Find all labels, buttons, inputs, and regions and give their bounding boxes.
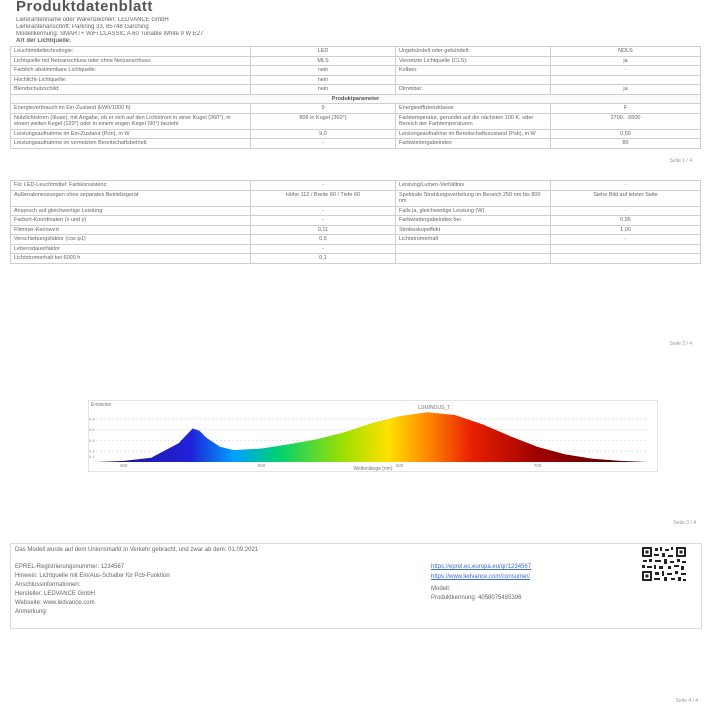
info-line: Anmerkung: <box>15 609 48 615</box>
table-cell <box>551 244 701 254</box>
table-cell: Dimmbar: <box>396 85 551 95</box>
table-cell <box>551 75 701 85</box>
y-tick-label: 0.1 <box>89 454 95 460</box>
table-cell: Vernetzte Lichtquelle (CLS): <box>396 56 551 66</box>
table-cell: Stroboskopeffekt <box>396 225 551 235</box>
table-row <box>11 47 701 57</box>
page-number: Seite 1 / 4 <box>669 158 692 164</box>
table-cell: Spektrale Strahlungsverteilung im Bereich 250 nm bis 800 nm <box>396 190 551 206</box>
table-cell: 0,1 <box>251 254 396 264</box>
table-cell: Kolben: <box>396 66 551 76</box>
y-tick-label: 0.2 <box>89 448 95 454</box>
table-cell: Siehe Bild auf letzter Seite <box>551 190 701 206</box>
table-cell: Farbtemperatur, gerundet auf die nächsten 100 K, oder Bereich der Farbtemperaturen <box>396 113 551 129</box>
table-cell: 806 in Kugel (360°) <box>251 113 396 129</box>
ledvance-link[interactable]: https://www.ledvance.com/consumer/ <box>431 574 531 580</box>
table-row <box>11 113 701 129</box>
table-cell: - <box>251 216 396 226</box>
table-cell: Leistung/Lumen-Verhältnis <box>396 181 551 191</box>
info-line: Hersteller: LEDVANCE GmbH <box>15 591 95 597</box>
table-cell: - <box>251 181 396 191</box>
y-axis-label: Emission <box>91 402 112 408</box>
meta-line: Lieferantenname oder Warenzeichen: LEDVANCE GmbH <box>16 17 169 23</box>
model-value: Produktkennung: 4058075485396 <box>431 595 522 601</box>
table-cell: F <box>551 104 701 114</box>
table-row <box>11 206 701 216</box>
table-cell: Falls ja, gleichwertige Leistung (W) <box>396 206 551 216</box>
table-cell: Farblich abstimmbare Lichtquelle: <box>11 66 251 76</box>
table-row <box>11 244 701 254</box>
table-cell: 0,5 <box>251 235 396 245</box>
table-cell: 80 <box>551 139 701 149</box>
table-row <box>11 181 701 191</box>
table-cell: Anspruch auf gleichwertige Leistung <box>11 206 251 216</box>
info-line: Anschlussinformationen: <box>15 582 81 588</box>
x-axis-label: Wellenlänge (nm) <box>353 466 393 472</box>
table-cell: Hochlicht-Lichtquelle: <box>11 75 251 85</box>
table-cell: Flimmer-Kennwert <box>11 225 251 235</box>
page-title: Produktdatenblatt <box>16 0 153 15</box>
table-cell: MLS <box>251 56 396 66</box>
page-number: Seite 3 / 4 <box>673 520 696 526</box>
model-label: Modell: <box>431 586 451 592</box>
section-heading: Produktparameter <box>11 94 701 104</box>
parameter-table <box>10 180 701 264</box>
table-cell: Lichtquelle mit Netzanschluss oder ohne Netzanschluss: <box>11 56 251 66</box>
table-row <box>11 129 701 139</box>
table-cell <box>396 75 551 85</box>
table-cell: - <box>251 244 396 254</box>
table-cell <box>396 254 551 264</box>
table-row <box>11 139 701 149</box>
light-source-table <box>10 46 701 149</box>
table-cell <box>396 244 551 254</box>
table-cell: Blendschutzschild: <box>11 85 251 95</box>
y-tick-label: 0.6 <box>89 427 95 433</box>
table-cell: nein <box>251 66 396 76</box>
table-cell: - <box>551 206 701 216</box>
table-cell: Energieeffizienzklasse <box>396 104 551 114</box>
table-cell: ja <box>551 85 701 95</box>
table-cell: 0,11 <box>251 225 396 235</box>
table-row <box>11 104 701 114</box>
info-line: EPREL-Registrierungsnummer: 1234567 <box>15 564 125 570</box>
page-1 <box>10 0 700 165</box>
table-cell: - <box>251 206 396 216</box>
page-number: Seite 4 / 4 <box>675 698 698 704</box>
table-cell: 1,00 <box>551 225 701 235</box>
table-cell: Leistungsaufnahme im Ein-Zustand (Pon), in W <box>11 129 251 139</box>
legend-label: LUMINOUS_T <box>418 405 451 411</box>
table-row <box>11 190 701 206</box>
table-cell: 9 <box>251 104 396 114</box>
x-tick-label: 400 <box>119 463 128 468</box>
table-row <box>11 216 701 226</box>
table-cell: LED <box>251 47 396 57</box>
y-tick-label: 0.8 <box>89 416 95 422</box>
table-cell: Lichtstromerhalt bei 6000 h <box>11 254 251 264</box>
section-row <box>11 94 701 104</box>
eprel-link[interactable]: https://eprel.ec.europa.eu/qr/1234567 <box>431 564 532 570</box>
table-cell: Leuchtmitteltechnologie: <box>11 47 251 57</box>
table-cell: - <box>551 66 701 76</box>
table-cell: NDLS <box>551 47 701 57</box>
x-tick-label: 700 <box>533 463 542 468</box>
table-row <box>11 75 701 85</box>
table-cell: Leistungsaufnahme im vernetzten Bereitschaftsbetrieb <box>11 139 251 149</box>
page-number: Seite 2 / 4 <box>669 341 692 347</box>
table-cell: Höhe 112 / Breite 60 / Tiefe 60 <box>251 190 396 206</box>
table-cell: nein <box>251 75 396 85</box>
x-tick-label: 500 <box>257 463 266 468</box>
table-cell: 0,50 <box>551 129 701 139</box>
meta-line: Lieferantenanschrift: Parkring 33, 85748 Garching <box>16 24 149 30</box>
table-cell: Nutzlichtstrom (Φuse), mit Angabe, ob er sich auf den Lichtstrom in einer Kugel (360°), in einem weiten Kegel (120°) oder in einem engen Kegel (90°) bezieht <box>11 113 251 129</box>
page-4-info <box>10 543 702 629</box>
table-row <box>11 85 701 95</box>
market-notice: Das Modell wurde auf dem Unionsmarkt in Verkehr gebracht, und zwar ab dem: 01.09.2021 <box>15 547 259 553</box>
table-cell: Verschiebungsfaktor (cos φ1) <box>11 235 251 245</box>
table-cell: - <box>551 235 701 245</box>
info-line: Webseite: www.ledvance.com <box>15 600 95 606</box>
table-cell: 0,95 <box>551 216 701 226</box>
info-line: Hinweis: Lichtquelle mit Ein/Aus-Schalter für Pcb-Funktion <box>15 573 170 579</box>
table-cell: - <box>251 139 396 149</box>
table-cell: Außenabmessungen ohne separates Betriebsgerät <box>11 190 251 206</box>
meta-line: Modellkennung: SMART+ WiFi CLASSIC A 60 Tunable White 9 W E27 <box>16 31 204 37</box>
table-cell: Farbwiedergabeindex <box>396 139 551 149</box>
table-row <box>11 66 701 76</box>
meta-line: Art der Lichtquelle: <box>16 38 72 44</box>
table-cell: Lichtstromerhalt <box>396 235 551 245</box>
spectrum-chart <box>88 400 658 472</box>
spectrum-svg <box>88 400 658 472</box>
table-cell: Farbort-Koordinaten (x und y) <box>11 216 251 226</box>
table-cell: Leistungsaufnahme im Bereitschaftszustand (Psb), in W <box>396 129 551 139</box>
table-cell: Ungebündelt oder gebündelt: <box>396 47 551 57</box>
table-cell: 9,0 <box>251 129 396 139</box>
table-cell: ja <box>551 56 701 66</box>
x-tick-label: 600 <box>395 463 404 468</box>
table-cell: 2700…6500 <box>551 113 701 129</box>
table-row <box>11 56 701 66</box>
table-cell: Für LED-Leuchtmittel: Farbkonsistenz <box>11 181 251 191</box>
qr-code-icon <box>641 546 687 582</box>
table-cell: Lebensdauerfaktor <box>11 244 251 254</box>
table-cell: - <box>551 181 701 191</box>
table-cell: Farbwiedergabeindex bei <box>396 216 551 226</box>
table-cell: nein <box>251 85 396 95</box>
page-2 <box>10 178 700 348</box>
table-row <box>11 235 701 245</box>
table-row <box>11 225 701 235</box>
y-tick-label: 0.4 <box>89 437 95 443</box>
table-cell <box>551 254 701 264</box>
table-cell: Energieverbrauch im Ein-Zustand (kWh/1000 h) <box>11 104 251 114</box>
table-row <box>11 254 701 264</box>
